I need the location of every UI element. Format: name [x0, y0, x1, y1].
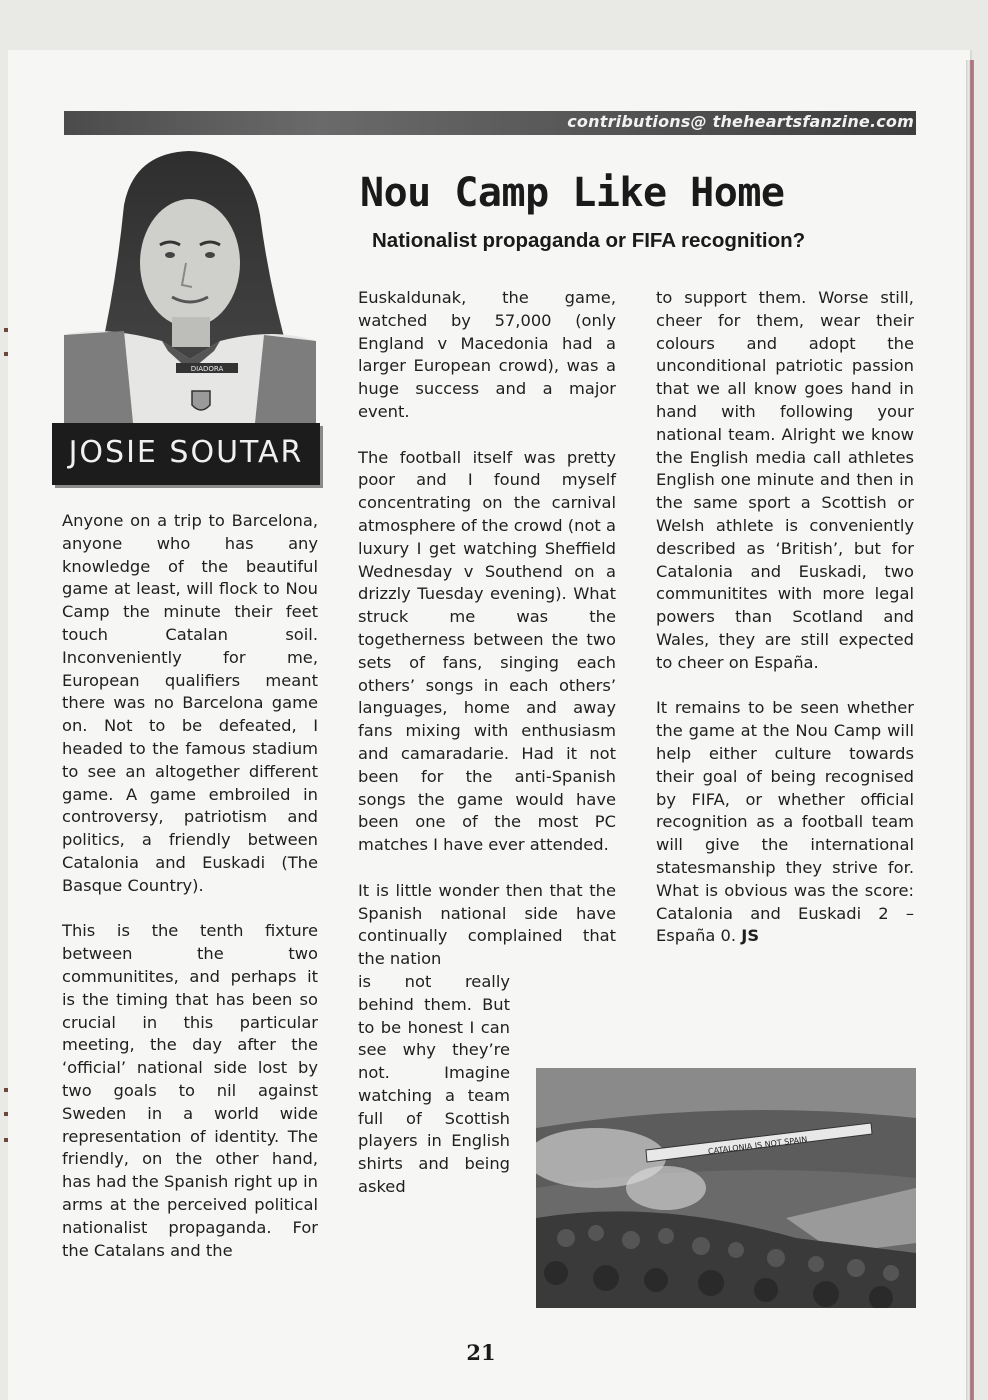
author-name-plate	[52, 423, 320, 485]
paragraph-continued: is not really behind them. But to be honest I can see why they’re not. Imagine watching a team full of Scottish players in English shirts and being asked	[358, 971, 510, 1197]
article-subtitle: Nationalist propaganda or FIFA recognition?	[372, 229, 806, 252]
author-signature: JS	[741, 926, 760, 946]
page-spine	[966, 60, 974, 1400]
paragraph: Anyone on a trip to Barcelona, anyone who has any knowledge of the beautiful game at least, will flock to Nou Camp the minute their feet touch Catalan soil. Inconveniently for me, European qualifiers meant there was no Barcelona game on. Not to be defeated, I headed to the famous stadium to see an altogether different game. A game embroiled in controversy, patriotism and politics, a friendly between Catalonia and Euskadi (The Basque Country).	[62, 511, 318, 895]
stadium-photo	[536, 1068, 916, 1308]
header-bar	[64, 111, 916, 135]
article-column-3	[656, 287, 914, 971]
article-title: Nou Camp Like Home	[360, 170, 785, 216]
article-column-1	[62, 510, 318, 1285]
paragraph: The football itself was pretty poor and I found myself concentrating on the carnival atmosphere of the crowd (not a luxury I get watching Sheffield Wednesday v Southend on a drizzly Tuesday evening). What struck me was the togetherness between the two sets of fans, singing each others’ songs in each others’ languages, home and away fans mixing with enthusiasm and camaradarie. Had it not been for the anti-Spanish songs the game would have been one of the most PC matches I have ever attended.	[358, 447, 616, 855]
shirt-sponsor-text: DIADORA	[190, 365, 224, 373]
paragraph: It is little wonder then that the Spanish national side have continually complained that the nation	[358, 880, 616, 969]
paragraph-text: It remains to be seen whether the game at the Nou Camp will help either culture towards their goal of being recognised by FIFA, or whether official recognition as a football team will give the international statesmanship they strive for. What is obvious was the score: Catalonia and Euskadi 2 – España 0.	[656, 698, 914, 946]
paragraph	[656, 697, 914, 948]
contact-email[interactable]: contributions@ theheartsfanzine.com	[567, 112, 914, 131]
page-number: 21	[466, 1340, 496, 1365]
author-name: JOSIE SOUTAR	[68, 435, 304, 470]
paragraph: Euskaldunak, the game, watched by 57,000 (only England v Macedonia had a larger European crowd), was a huge success and a major event.	[358, 288, 616, 421]
crowd-banner-text: CATALONIA IS NOT SPAIN	[707, 1134, 808, 1157]
paragraph: This is the tenth fixture between the two communitites, and perhaps it is the timing that has been so crucial in this particular meeting, the day after the ‘official’ national side lost by two goals to nil against Sweden in a world wide representation of identity. The friendly, on the other hand, has had the Spanish right up in arms at the perceived political nationalist propaganda. For the Catalans and the	[62, 921, 318, 1260]
paragraph: to support them. Worse still, cheer for them, wear their colours and adopt the unconditional patriotic passion that we all know goes hand in hand with following your national team. Alright we know the English media call athletes English one minute and then in the same sport a Scottish or Welsh athlete is conveniently described as ‘British’, but for Catalonia and Euskadi, two communitites with more legal powers than Scotland and Wales, they are still expected to cheer on España.	[656, 288, 914, 672]
author-photo	[64, 145, 316, 433]
